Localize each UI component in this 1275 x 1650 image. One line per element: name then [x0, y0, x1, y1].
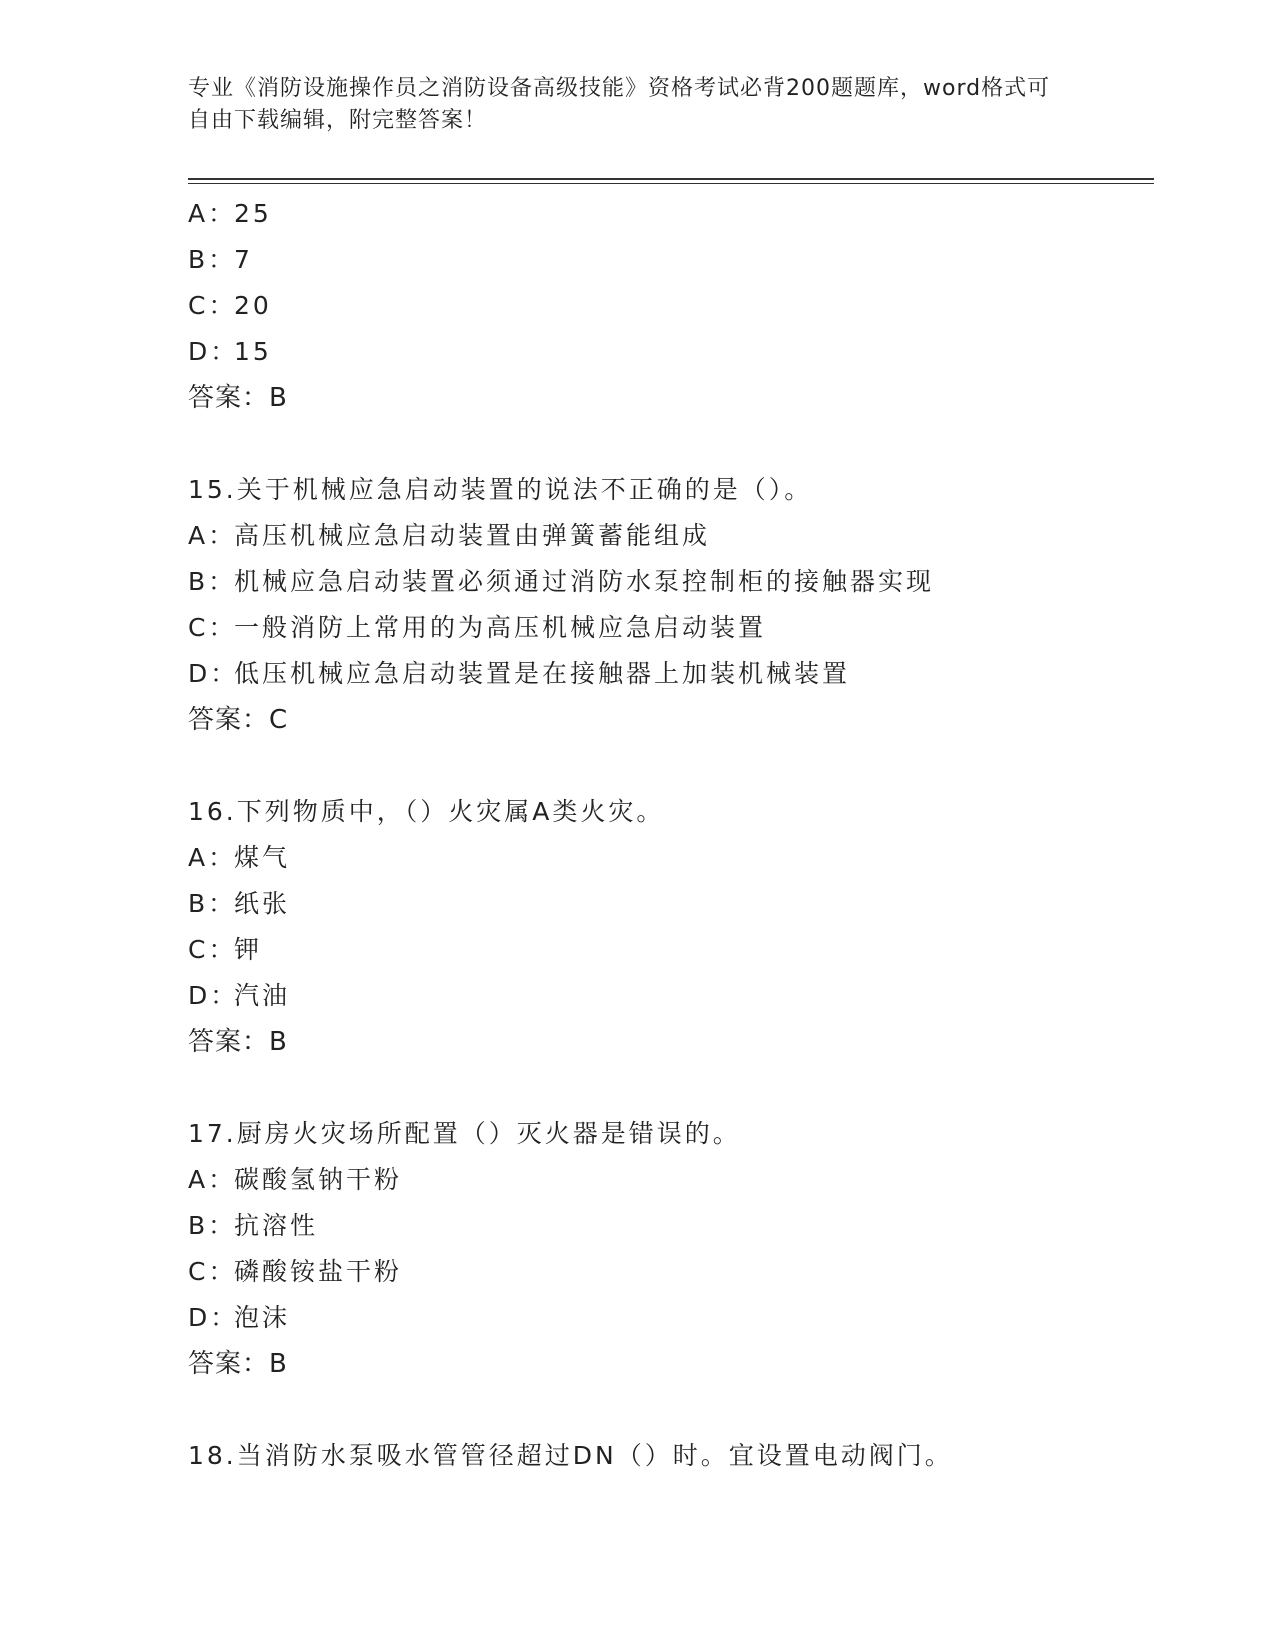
option-b: B：抗溶性 [188, 1211, 319, 1240]
question-stem: 17.厨房火灾场所配置（）灭火器是错误的。 [188, 1119, 741, 1148]
question-block-18 [188, 1433, 1148, 1479]
option-b: B：机械应急启动装置必须通过消防水泵控制柜的接触器实现 [188, 567, 935, 596]
question-block-16 [188, 789, 1148, 1065]
answer-line: 答案：B [188, 383, 288, 413]
option-b: B：纸张 [188, 889, 291, 918]
option-d: D：低压机械应急启动装置是在接触器上加装机械装置 [188, 659, 851, 688]
answer-line: 答案：C [188, 705, 289, 735]
option-c: C：一般消防上常用的为高压机械应急启动装置 [188, 613, 767, 642]
option-c: C：磷酸铵盐干粉 [188, 1257, 403, 1286]
question-block-17 [188, 1111, 1148, 1387]
option-d: D：泡沫 [188, 1303, 291, 1332]
option-a: A：高压机械应急启动装置由弹簧蓄能组成 [188, 521, 711, 550]
question-block-partial [188, 191, 1148, 421]
option-d: D：汽油 [188, 981, 291, 1010]
option-a: A：25 [188, 199, 272, 228]
header-divider-thick [188, 178, 1154, 180]
answer-line: 答案：B [188, 1349, 288, 1379]
document-header [188, 73, 1068, 137]
question-block-15 [188, 467, 1148, 743]
question-stem: 16.下列物质中，（）火灾属A类火灾。 [188, 797, 665, 826]
option-c: C：20 [188, 291, 272, 320]
option-b: B：7 [188, 245, 253, 274]
option-c: C：钾 [188, 935, 263, 964]
header-title: 专业《消防设施操作员之消防设备高级技能》资格考试必背200题题库，word格式可自由下载编辑，附完整答案！ [188, 76, 1051, 133]
header-divider-thin [188, 183, 1154, 184]
question-list [188, 191, 1148, 1479]
question-stem: 18.当消防水泵吸水管管径超过DN（）时。宜设置电动阀门。 [188, 1441, 953, 1470]
question-stem: 15.关于机械应急启动装置的说法不正确的是（）。 [188, 475, 813, 504]
option-a: A：碳酸氢钠干粉 [188, 1165, 403, 1194]
option-a: A：煤气 [188, 843, 291, 872]
option-d: D：15 [188, 337, 272, 366]
answer-line: 答案：B [188, 1027, 288, 1057]
